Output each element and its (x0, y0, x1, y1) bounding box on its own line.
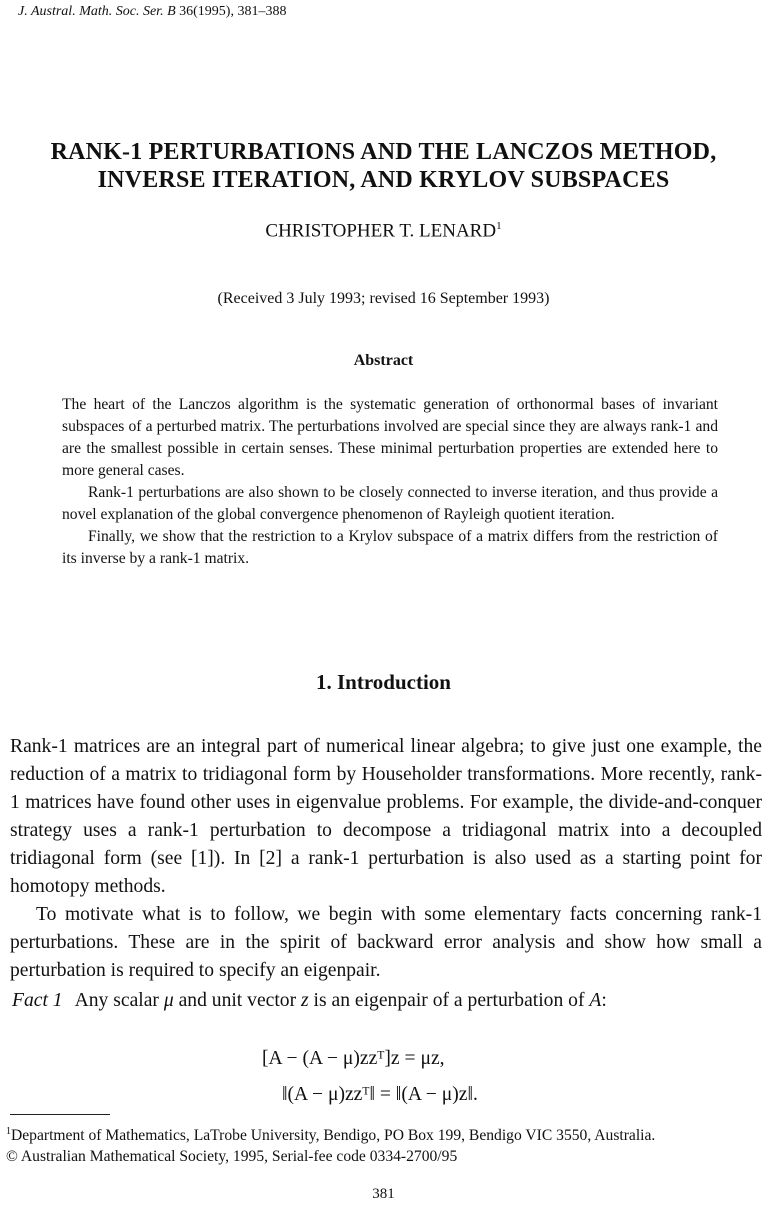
abstract-body (62, 394, 718, 570)
paper-title-line-1: RANK-1 PERTURBATIONS AND THE LANCZOS METHOD, (50, 139, 717, 165)
section-heading: 1. Introduction (316, 670, 451, 694)
received-dates: (Received 3 July 1993; revised 16 September 1993) (217, 290, 550, 307)
abstract-heading: Abstract (353, 352, 414, 369)
footnote-copyright: © Australian Mathematical Society, 1995, Serial-fee code 0334-2700/95 (6, 1148, 458, 1165)
author-footnote-mark: 1 (496, 220, 502, 232)
page-number: 381 (372, 1186, 395, 1202)
author-name: CHRISTOPHER T. LENARD$^1$ (265, 220, 502, 242)
paper-title-line-2: INVERSE ITERATION, AND KRYLOV SUBSPACES (97, 167, 670, 193)
footnote-affiliation: $^1$Department of Mathematics, LaTrobe University, Bendigo, PO Box 199, Bendigo VIC 3550, Australia. (6, 1126, 656, 1145)
equation-2: ‖(A − μ)zzᵀ‖ = ‖(A − μ)z‖. (282, 1084, 478, 1105)
introduction-body (10, 733, 762, 985)
intro-paragraph-2: To motivate what is to follow, we begin with some elementary facts concerning rank-1 perturbations. These are in the spirit of backward error analysis and show how small a perturbation is required to specify an eigenpair. (10, 904, 762, 981)
abstract-paragraph-2: Rank-1 perturbations are also shown to be closely connected to inverse iteration, and thus provide a novel explanation of the global convergence phenomenon of Rayleigh quotient iteration. (62, 484, 718, 523)
fact-label: Fact 1 (12, 990, 63, 1011)
intro-paragraph-1: Rank-1 matrices are an integral part of numerical linear algebra; to give just one example, the reduction of a matrix to tridiagonal form by Householder transformations. More recently, rank-1 matrices have found other uses in eigenvalue problems. For example, the divide-and-conquer strategy uses a rank-1 perturbation to decompose a tridiagonal matrix into a decoupled tridiagonal form (see [1]). In [2] a rank-1 perturbation is also used as a starting point for homotopy methods. (10, 736, 762, 897)
footnote-rule (10, 1114, 110, 1115)
journal-citation: J. Austral. Math. Soc. Ser. B 36(1995), 381–388 (18, 4, 287, 19)
equation-1: [A − (A − μ)zzᵀ]z = μz, (262, 1048, 445, 1069)
abstract-paragraph-1: The heart of the Lanczos algorithm is the systematic generation of orthonormal bases of invariant subspaces of a perturbed matrix. The perturbations involved are special since they are always rank-1 and are the smallest possible in certain senses. These minimal perturbation properties are extended here to more general cases. (62, 396, 718, 479)
fact-statement: Fact 1 Any scalar μ and unit vector z is an eigenpair of a perturbation of A: (12, 990, 607, 1011)
abstract-paragraph-3: Finally, we show that the restriction to a Krylov subspace of a matrix differs from the restriction of its inverse by a rank-1 matrix. (62, 528, 718, 567)
